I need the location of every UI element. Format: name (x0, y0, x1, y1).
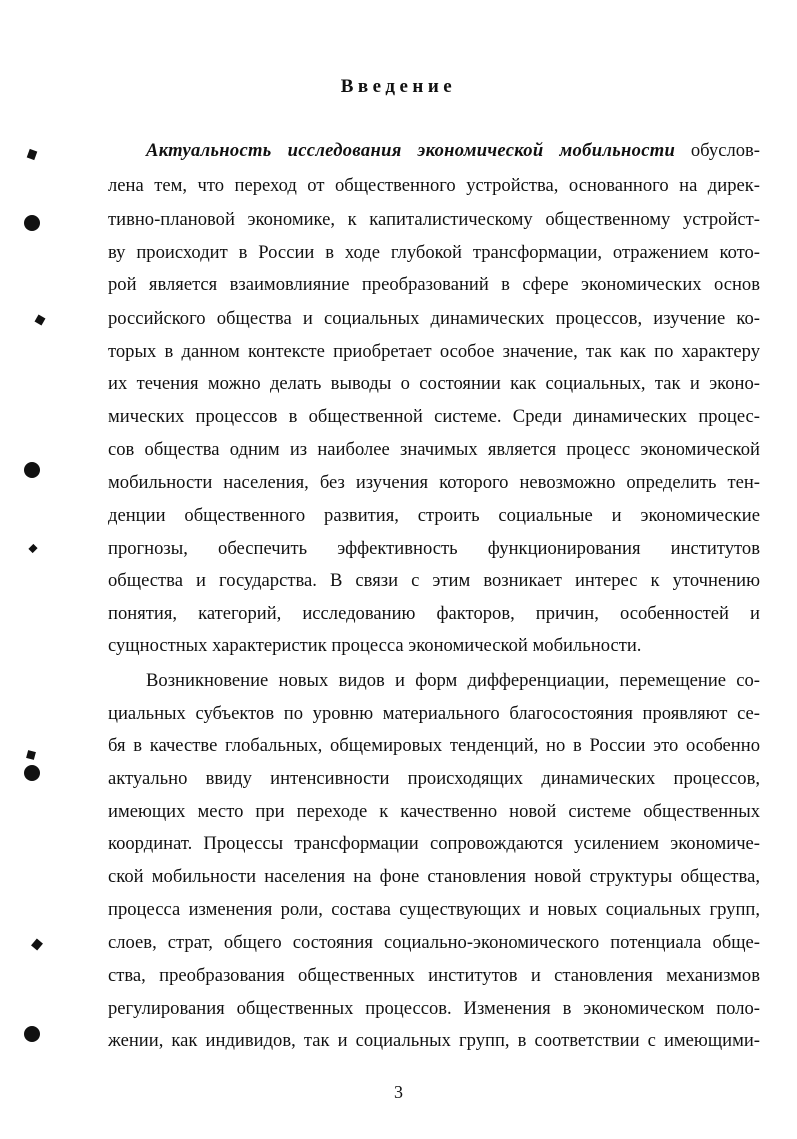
text-line: ской мобильности населения на фоне становления новой структуры общества, (108, 866, 760, 887)
text-line: Возникновение новых видов и форм дифференциации, перемещение со- (146, 670, 760, 691)
binding-hole (24, 765, 40, 781)
text-line: мических процессов в общественной системе. Среди динамических процес- (108, 406, 760, 427)
text-line: ства, преобразования общественных институтов и становления механизмов (108, 965, 760, 986)
scan-speck (28, 544, 37, 553)
scan-speck (27, 149, 38, 160)
text-line: лена тем, что переход от общественного устройства, основанного на дирек- (108, 175, 760, 196)
text-line: сов общества одним из наиболее значимых является процесс экономической (108, 439, 760, 460)
binding-hole (24, 1026, 40, 1042)
text-line: актуально ввиду интенсивности происходящих динамических процессов, (108, 768, 760, 789)
text-line: общества и государства. В связи с этим возникает интерес к уточнению (108, 570, 760, 591)
text-line: понятия, категорий, исследованию факторов, причин, особенностей и (108, 603, 760, 624)
text-line: слоев, страт, общего состояния социально-экономического потенциала обще- (108, 932, 760, 953)
text-line: бя в качестве глобальных, общемировых тенденций, но в России это особенно (108, 735, 760, 756)
text-line: тивно-плановой экономике, к капиталистическому общественному устройст- (108, 209, 760, 230)
text-line: жении, как индивидов, так и социальных групп, в соответствии с имеющими- (108, 1030, 760, 1051)
text-line: рой является взаимовлияние преобразований в сфере экономических основ (108, 274, 760, 295)
emphasized-term: Актуальность исследования экономической мобильности (146, 140, 676, 161)
scan-speck (26, 750, 36, 760)
text-line: имеющих место при переходе к качественно новой системе общественных (108, 801, 760, 822)
binding-hole (24, 462, 40, 478)
page-number: 3 (394, 1082, 403, 1102)
text-line: российского общества и социальных динамических процессов, изучение ко- (108, 308, 760, 329)
text-line: ву происходит в России в ходе глубокой трансформации, отражением кото- (108, 242, 760, 263)
binding-hole (24, 215, 40, 231)
text-line: Актуальность исследования экономической мобильности обуслов- (146, 140, 760, 161)
text-line: торых в данном контексте приобретает особое значение, так как по характеру (108, 341, 760, 362)
text-line: прогнозы, обеспечить эффективность функционирования институтов (108, 538, 760, 559)
text-line: мобильности населения, без изучения которого невозможно определить тен- (108, 472, 760, 493)
text-line: циальных субъектов по уровню материального благосостояния проявляют се- (108, 703, 760, 724)
text-line: процесса изменения роли, состава существующих и новых социальных групп, (108, 899, 760, 920)
text-line: их течения можно делать выводы о состоянии как социальных, так и эконо- (108, 373, 760, 394)
scan-speck (31, 938, 43, 950)
text-line: денции общественного развития, строить социальные и экономические (108, 505, 760, 526)
section-heading: Введение (340, 76, 457, 97)
text-line: координат. Процессы трансформации сопровождаются усилением экономиче- (108, 833, 760, 854)
text-line: регулирования общественных процессов. Изменения в экономическом поло- (108, 998, 760, 1019)
scan-speck (35, 315, 46, 326)
text-line: сущностных характеристик процесса экономической мобильности. (108, 635, 642, 656)
